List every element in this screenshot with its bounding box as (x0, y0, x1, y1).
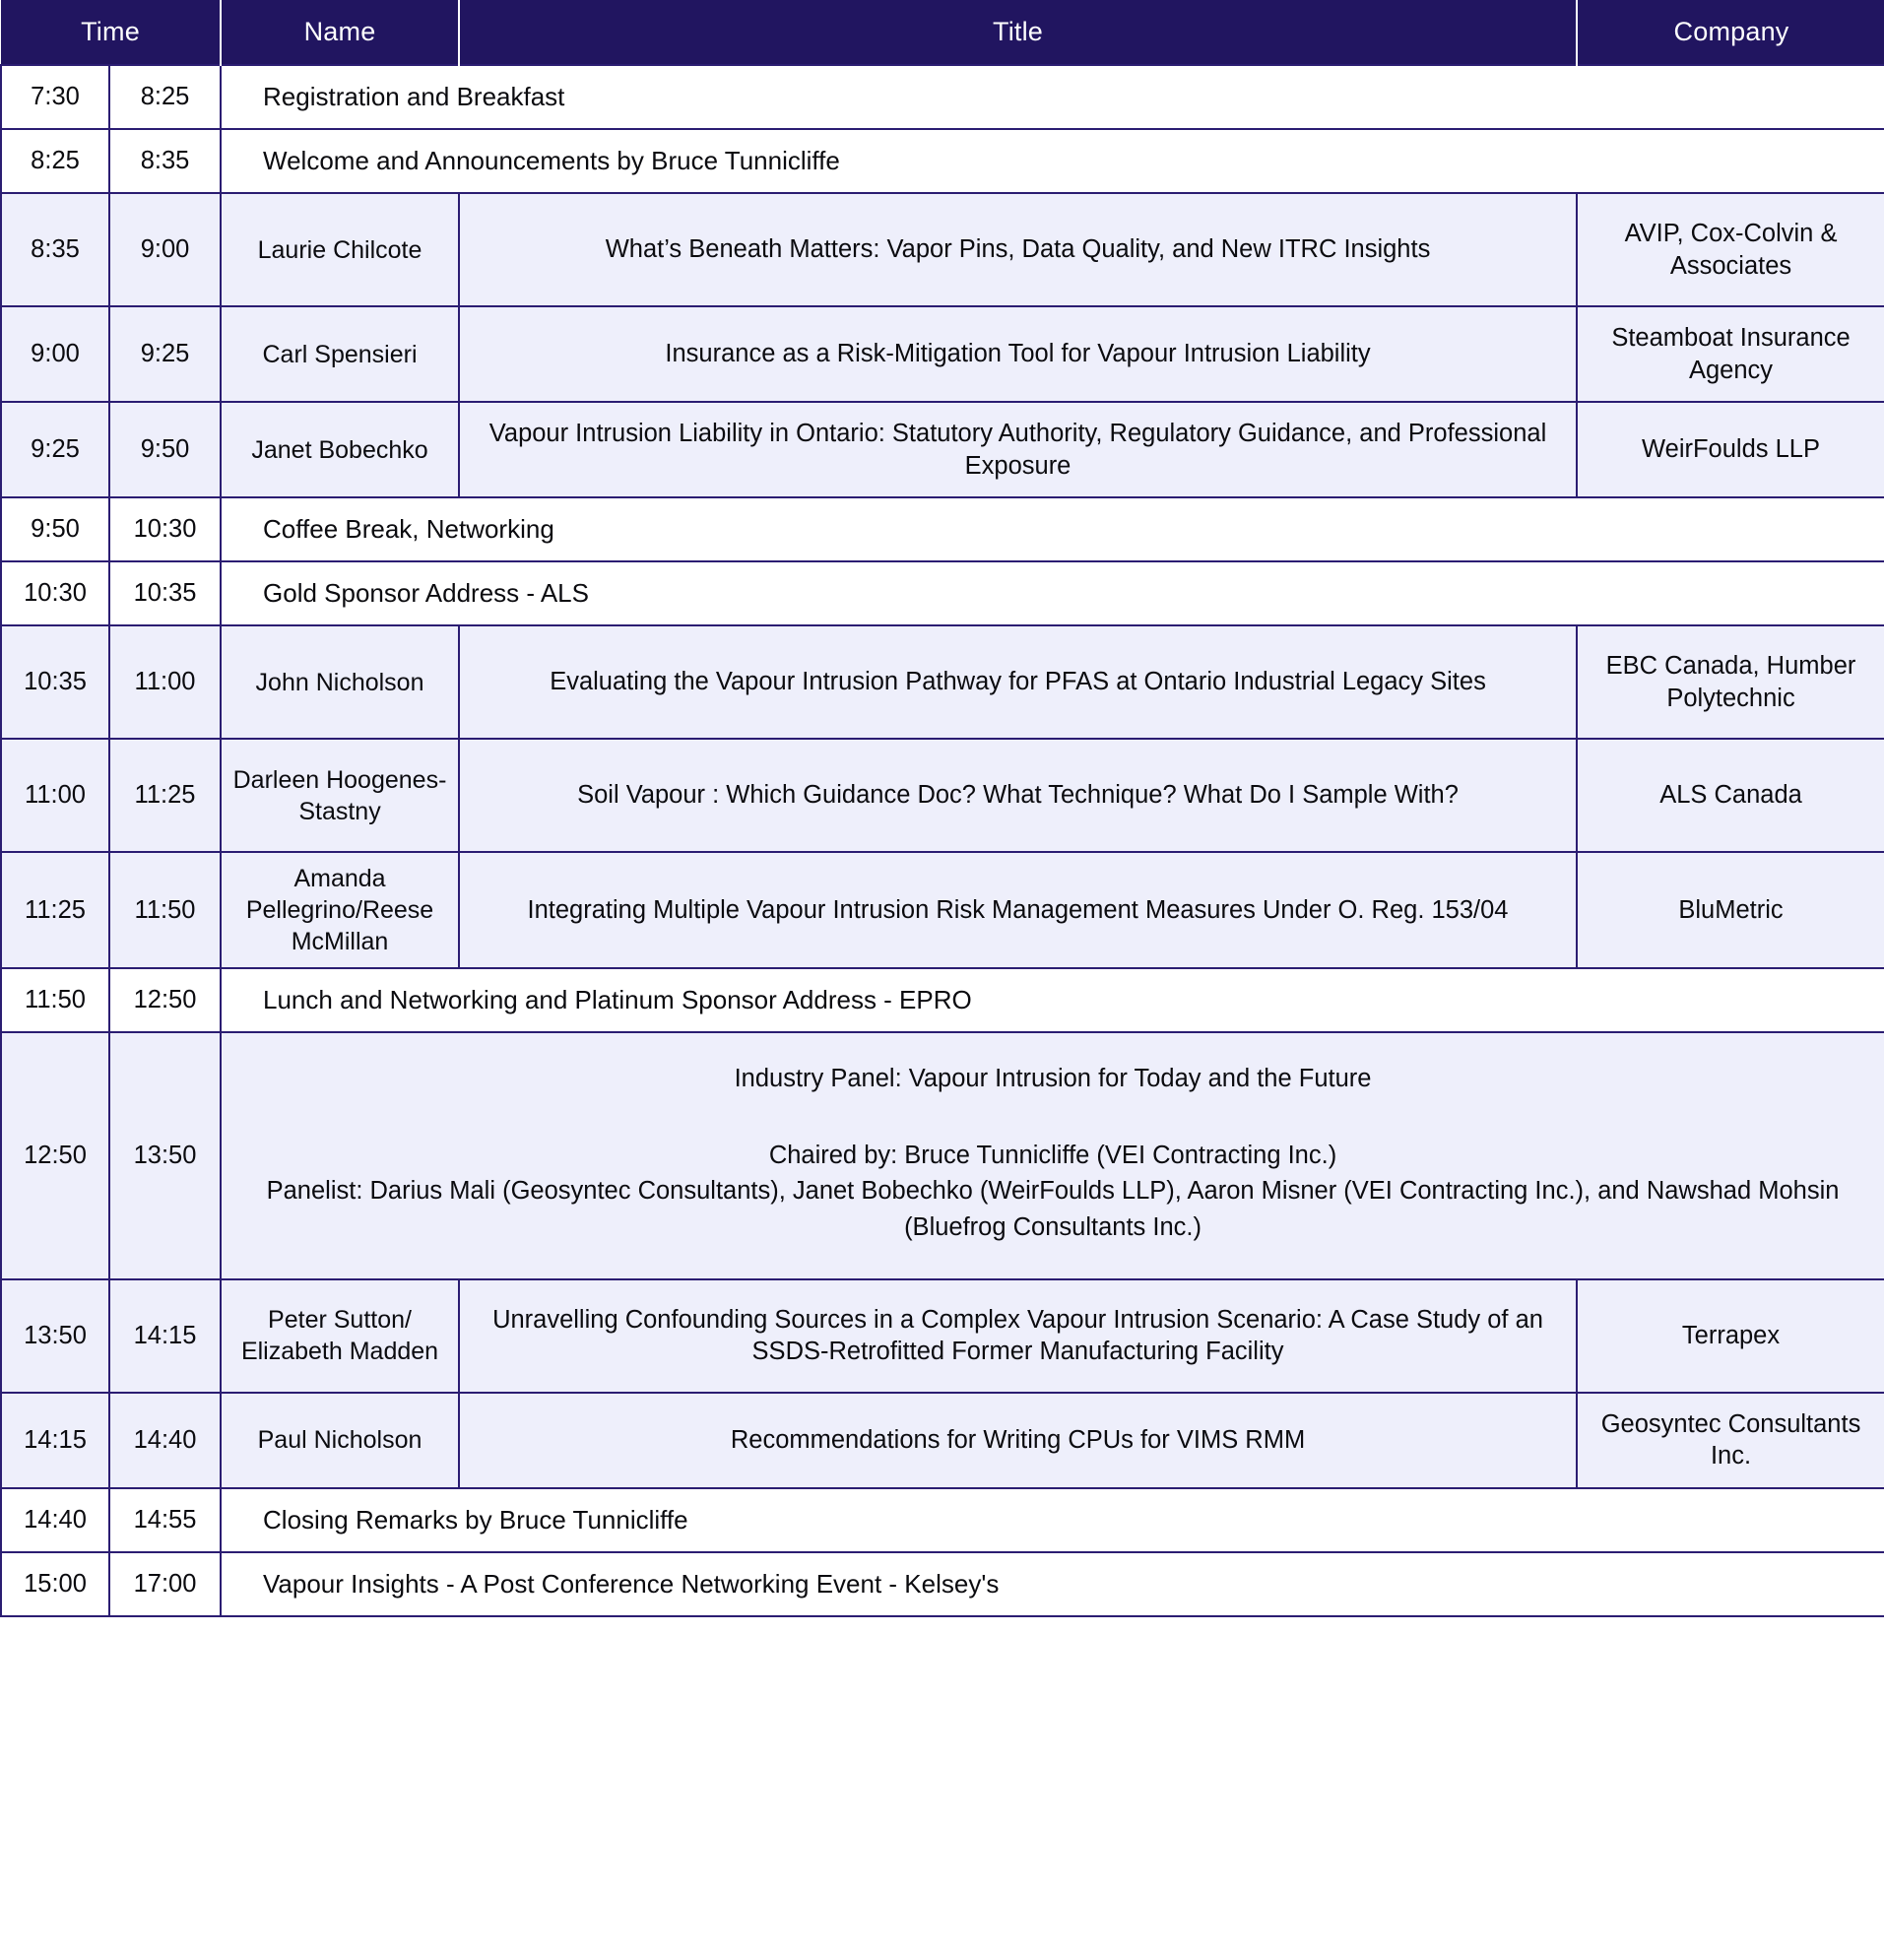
cell-start-time: 8:35 (1, 193, 109, 306)
table-row (1, 1488, 1884, 1552)
cell-company-name: Geosyntec Consultants Inc. (1577, 1393, 1884, 1488)
cell-speaker-name: John Nicholson (221, 625, 459, 739)
cell-session-title: Vapour Intrusion Liability in Ontario: Statutory Authority, Regulatory Guidance, and Professional Exposure (459, 402, 1577, 497)
cell-end-time: 10:35 (109, 561, 221, 625)
panel-heading: Industry Panel: Vapour Intrusion for Today and the Future (734, 1065, 1372, 1092)
cell-company-name: Steamboat Insurance Agency (1577, 306, 1884, 402)
cell-start-time: 9:25 (1, 402, 109, 497)
header-row (1, 0, 1884, 65)
panel-spacer (245, 1096, 1860, 1138)
cell-event-description: Registration and Breakfast (221, 65, 1884, 129)
cell-end-time: 8:25 (109, 65, 221, 129)
table-row (1, 1279, 1884, 1393)
column-header-name: Name (221, 0, 459, 65)
cell-session-title: What’s Beneath Matters: Vapor Pins, Data Quality, and New ITRC Insights (459, 193, 1577, 306)
cell-panel-description (221, 1032, 1884, 1279)
cell-company-name: WeirFoulds LLP (1577, 402, 1884, 497)
table-row (1, 1032, 1884, 1279)
cell-start-time: 11:25 (1, 852, 109, 968)
cell-end-time: 17:00 (109, 1552, 221, 1616)
cell-start-time: 9:00 (1, 306, 109, 402)
cell-start-time: 10:30 (1, 561, 109, 625)
cell-start-time: 8:25 (1, 129, 109, 193)
cell-end-time: 9:50 (109, 402, 221, 497)
table-row (1, 497, 1884, 561)
table-row (1, 852, 1884, 968)
panel-panelists: Panelist: Darius Mali (Geosyntec Consultants), Janet Bobechko (WeirFoulds LLP), Aaron Misner (VEI Contracting Inc.), and Nawshad Mohsin (Bluefrog Consultants Inc.) (266, 1177, 1840, 1241)
cell-event-description: Coffee Break, Networking (221, 497, 1884, 561)
table-row (1, 625, 1884, 739)
table-row (1, 968, 1884, 1032)
cell-start-time: 11:50 (1, 968, 109, 1032)
cell-end-time: 9:00 (109, 193, 221, 306)
cell-company-name: BluMetric (1577, 852, 1884, 968)
cell-speaker-name: Laurie Chilcote (221, 193, 459, 306)
cell-end-time: 11:50 (109, 852, 221, 968)
cell-start-time: 10:35 (1, 625, 109, 739)
cell-end-time: 11:25 (109, 739, 221, 852)
cell-end-time: 11:00 (109, 625, 221, 739)
table-row (1, 129, 1884, 193)
cell-session-title: Unravelling Confounding Sources in a Complex Vapour Intrusion Scenario: A Case Study of an SSDS-Retrofitted Former Manufacturing Facility (459, 1279, 1577, 1393)
table-row (1, 65, 1884, 129)
cell-session-title: Soil Vapour : Which Guidance Doc? What Technique? What Do I Sample With? (459, 739, 1577, 852)
cell-start-time: 15:00 (1, 1552, 109, 1616)
cell-speaker-name: Paul Nicholson (221, 1393, 459, 1488)
cell-end-time: 14:15 (109, 1279, 221, 1393)
cell-company-name: AVIP, Cox-Colvin & Associates (1577, 193, 1884, 306)
cell-company-name: ALS Canada (1577, 739, 1884, 852)
cell-start-time: 11:00 (1, 739, 109, 852)
cell-company-name: EBC Canada, Humber Polytechnic (1577, 625, 1884, 739)
cell-start-time: 9:50 (1, 497, 109, 561)
column-header-time: Time (1, 0, 221, 65)
cell-speaker-name: Amanda Pellegrino/Reese McMillan (221, 852, 459, 968)
cell-speaker-name: Darleen Hoogenes-Stastny (221, 739, 459, 852)
table-row (1, 306, 1884, 402)
cell-company-name: Terrapex (1577, 1279, 1884, 1393)
panel-chair: Chaired by: Bruce Tunnicliffe (VEI Contracting Inc.) (768, 1142, 1337, 1170)
table-row (1, 739, 1884, 852)
cell-speaker-name: Peter Sutton/ Elizabeth Madden (221, 1279, 459, 1393)
cell-start-time: 13:50 (1, 1279, 109, 1393)
cell-end-time: 10:30 (109, 497, 221, 561)
cell-event-description: Lunch and Networking and Platinum Sponsor Address - EPRO (221, 968, 1884, 1032)
table-body (1, 65, 1884, 1616)
column-header-title: Title (459, 0, 1577, 65)
cell-event-description: Welcome and Announcements by Bruce Tunnicliffe (221, 129, 1884, 193)
column-header-company: Company (1577, 0, 1884, 65)
cell-end-time: 13:50 (109, 1032, 221, 1279)
table-row (1, 1552, 1884, 1616)
table-row (1, 402, 1884, 497)
table-header (1, 0, 1884, 65)
cell-end-time: 12:50 (109, 968, 221, 1032)
cell-start-time: 14:40 (1, 1488, 109, 1552)
cell-session-title: Evaluating the Vapour Intrusion Pathway for PFAS at Ontario Industrial Legacy Sites (459, 625, 1577, 739)
cell-start-time: 12:50 (1, 1032, 109, 1279)
table-row (1, 561, 1884, 625)
table-row (1, 1393, 1884, 1488)
table-row (1, 193, 1884, 306)
cell-start-time: 7:30 (1, 65, 109, 129)
cell-event-description: Closing Remarks by Bruce Tunnicliffe (221, 1488, 1884, 1552)
cell-end-time: 14:55 (109, 1488, 221, 1552)
cell-speaker-name: Carl Spensieri (221, 306, 459, 402)
cell-event-description: Gold Sponsor Address - ALS (221, 561, 1884, 625)
cell-session-title: Integrating Multiple Vapour Intrusion Risk Management Measures Under O. Reg. 153/04 (459, 852, 1577, 968)
cell-end-time: 8:35 (109, 129, 221, 193)
cell-session-title: Recommendations for Writing CPUs for VIMS RMM (459, 1393, 1577, 1488)
cell-end-time: 14:40 (109, 1393, 221, 1488)
cell-speaker-name: Janet Bobechko (221, 402, 459, 497)
cell-start-time: 14:15 (1, 1393, 109, 1488)
cell-session-title: Insurance as a Risk-Mitigation Tool for Vapour Intrusion Liability (459, 306, 1577, 402)
cell-event-description: Vapour Insights - A Post Conference Networking Event - Kelsey's (221, 1552, 1884, 1616)
cell-end-time: 9:25 (109, 306, 221, 402)
